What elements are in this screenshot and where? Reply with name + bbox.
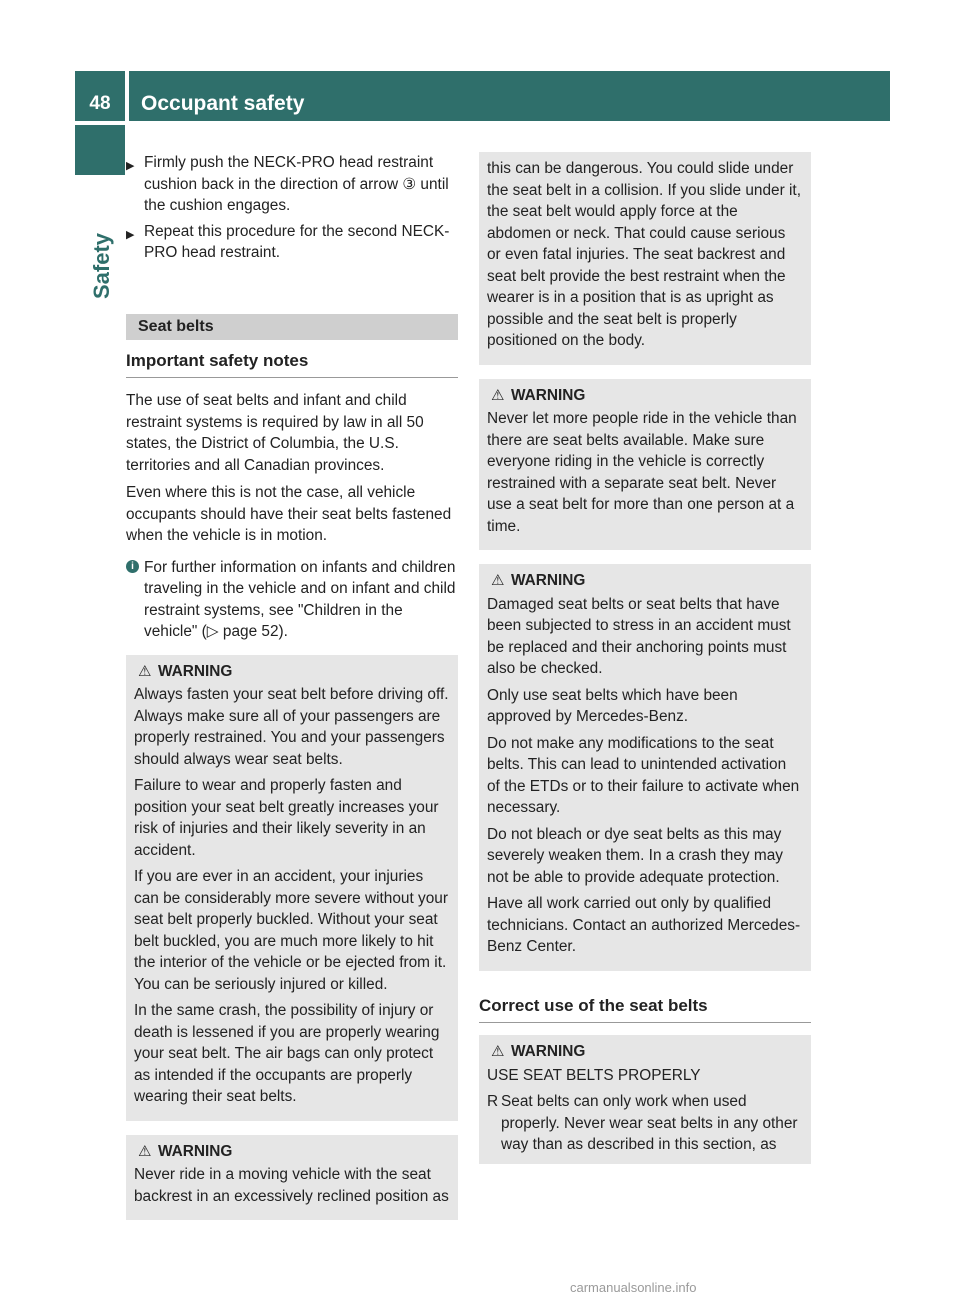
right-column <box>479 152 811 1178</box>
warning-triangle-icon: ⚠ <box>491 572 505 589</box>
warning-text: Have all work carried out only by qualified technicians. Contact an authorized Mercedes-Benz Center. <box>487 895 801 955</box>
warning-box <box>479 379 811 551</box>
instruction-step: ▶ Repeat this procedure for the second NECK-PRO head restraint. <box>126 222 450 261</box>
warning-heading: ⚠ WARNING <box>487 570 803 592</box>
info-icon: i <box>126 560 139 573</box>
subheading: Correct use of the seat belts <box>479 985 811 1024</box>
bullet-marker: R <box>487 1093 499 1110</box>
warning-text: Failure to wear and properly fasten and position your seat belt greatly increases your risk of injuries and their likely severity in an accident. <box>134 777 439 859</box>
page-header <box>75 71 890 121</box>
warning-text: this can be dangerous. You could slide under the seat belt in a collision. If you slide under it, the seat belt would apply force at the abdomen or neck. That could cause serious or even fatal injuries. The seat backrest and seat belt provide the best restraint when the wearer is in a position that is as upright as possible and the seat belt is properly positioned on the body. <box>487 160 801 349</box>
sidebar-tab <box>75 125 125 175</box>
warning-text: Always fasten your seat belt before driving off. Always make sure all of your passengers are properly restrained. You and your passengers should always wear seat belts. <box>134 686 449 768</box>
sidebar-label: Safety <box>89 232 114 299</box>
warning-box <box>126 1135 458 1221</box>
page-number: 48 <box>89 93 111 114</box>
warning-triangle-icon: ⚠ <box>491 1043 505 1060</box>
bullet-item: R Seat belts can only work when used properly. Never wear seat belts in any other way than as described in this section, as <box>487 1093 798 1153</box>
warning-triangle-icon: ⚠ <box>491 386 505 404</box>
warning-text: Do not bleach or dye seat belts as this may severely weaken them. In a crash they may not be able to provide adequate protection. <box>487 825 783 886</box>
warning-text: Only use seat belts which have been approved by Mercedes-Benz. <box>487 686 738 725</box>
warning-box <box>479 564 811 971</box>
warning-box <box>479 1035 811 1164</box>
watermark: carmanualsonline.info <box>570 1280 697 1295</box>
warning-text: Do not make any modifications to the seat belts. This can lead to unintended activation of the ETDs or to their failure to activate when necessary. <box>487 734 800 816</box>
warning-text: If you are ever in an accident, your injuries can be considerably more severe without your seat belt properly buckled. Without your seat belt buckled, you are much more likely to hit the interior of the vehicle or be ejected from it. You can be seriously injured or killed. <box>134 868 448 993</box>
warning-triangle-icon: ⚠ <box>138 1142 152 1160</box>
step-arrow-icon: ▶ <box>126 228 135 241</box>
warning-triangle-icon: ⚠ <box>138 662 152 680</box>
info-note: i For further information on infants and children traveling in the vehicle and on infant and child restraint systems, see "Children in the vehicle" (▷ page 52). <box>126 557 458 643</box>
instruction-step: ▶ Firmly push the NECK-PRO head restraint cushion back in the direction of arrow ③ until the cushion engages. <box>126 154 449 214</box>
section-title: Occupant safety <box>141 92 305 115</box>
warning-heading: ⚠ WARNING <box>487 1041 803 1063</box>
warning-heading: ⚠ WARNING <box>487 385 803 407</box>
left-column <box>126 152 458 1234</box>
step-arrow-icon: ▶ <box>126 160 135 172</box>
warning-box <box>126 655 458 1121</box>
warning-text: Never ride in a moving vehicle with the seat backrest in an excessively reclined position as <box>134 1166 449 1205</box>
header-divider <box>125 71 129 121</box>
section-bar: Seat belts <box>126 314 458 340</box>
warning-text: USE SEAT BELTS PROPERLY <box>487 1066 701 1084</box>
warning-heading: ⚠ WARNING <box>134 661 450 683</box>
warning-text: Never let more people ride in the vehicle than there are seat belts available. Make sure everyone riding in the vehicle is correctly restrained with a separate seat belt. Never use a seat belt for more than one person at a time. <box>487 410 797 535</box>
warning-text: In the same crash, the possibility of injury or death is lessened if you are properly wearing your seat belt. The air bags can only protect as intended if the occupants are properly wearing their seat belts. <box>134 1002 440 1105</box>
subheading: Important safety notes <box>126 340 458 379</box>
paragraph: The use of seat belts and infant and child restraint systems is required by law in all 50 states, the District of Columbia, the U.S. territories and all Canadian provinces. <box>126 392 424 474</box>
warning-heading: ⚠ WARNING <box>134 1141 450 1163</box>
paragraph: Even where this is not the case, all vehicle occupants should have their seat belts fastened when the vehicle is in motion. <box>126 484 452 544</box>
warning-box-continued <box>479 152 811 365</box>
warning-text: Damaged seat belts or seat belts that have been subjected to stress in an accident must be replaced and their anchoring points must also be checked. <box>487 595 791 677</box>
